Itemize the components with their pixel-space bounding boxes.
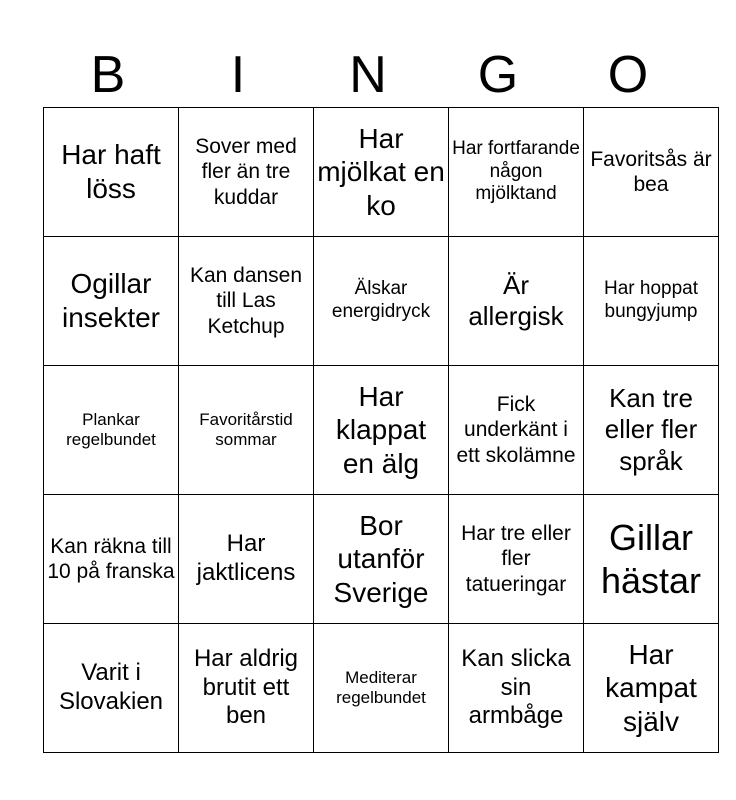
board-row [44,495,719,624]
bingo-cell[interactable] [449,108,584,237]
bingo-cell[interactable] [314,495,449,624]
cell-text: Har fortfarande någon mjölktand [452,137,580,205]
cell-text: Kan räkna till 10 på franska [47,534,175,583]
cell-text: Har jaktlicens [196,530,296,586]
cell-text: Ogillar insekter [61,268,161,333]
cell-text: Älskar energidryck [331,278,431,322]
cell-text: Mediterar regelbundet [336,667,426,707]
bingo-cell[interactable] [449,366,584,495]
bingo-cell[interactable] [584,495,719,624]
cell-text: Har mjölkat en ko [317,122,445,221]
bingo-header [43,42,693,108]
header-letter-b: B [90,46,126,104]
cell-text: Favoritårstid sommar [199,409,293,449]
bingo-cell[interactable] [44,495,179,624]
bingo-cell[interactable] [179,366,314,495]
bingo-cell[interactable] [44,624,179,753]
bingo-cell[interactable] [314,108,449,237]
header-letter-o: O [607,46,649,104]
bingo-cell[interactable] [584,237,719,366]
board-row [44,108,719,237]
board-row [44,624,719,753]
bingo-cell[interactable] [314,624,449,753]
cell-text: Plankar regelbundet [66,409,156,449]
cell-text: Är allergisk [468,269,564,331]
cell-text: Favoritsås är bea [590,147,712,196]
cell-text: Har klappat en älg [335,380,427,479]
cell-text: Varit i Slovakien [58,659,164,715]
bingo-cell[interactable] [584,108,719,237]
cell-text: Har kampat själv [605,638,697,737]
bingo-cell[interactable] [449,495,584,624]
board-row [44,237,719,366]
bingo-cell[interactable] [179,237,314,366]
cell-text: Kan dansen till Las Ketchup [189,264,303,338]
cell-text: Har hoppat bungyjump [603,278,698,322]
bingo-cell[interactable] [179,108,314,237]
cell-text: Har haft löss [61,139,161,204]
header-letter-g: G [477,46,519,104]
cell-text: Har aldrig brutit ett ben [193,644,299,730]
bingo-cell[interactable] [314,237,449,366]
cell-text: Fick underkänt i ett skolämne [456,393,576,467]
cell-text: Gillar hästar [600,516,702,601]
bingo-cell[interactable] [449,237,584,366]
bingo-cell[interactable] [179,495,314,624]
cell-text: Sover med fler än tre kuddar [195,135,297,209]
bingo-cell[interactable] [179,624,314,753]
bingo-board [43,107,719,753]
board-row [44,366,719,495]
bingo-cell[interactable] [44,108,179,237]
bingo-cell[interactable] [314,366,449,495]
cell-text: Har tre eller fler tatueringar [461,522,571,596]
bingo-cell[interactable] [44,237,179,366]
cell-text: Kan slicka sin armbåge [461,644,571,730]
bingo-cell[interactable] [584,366,719,495]
bingo-cell[interactable] [584,624,719,753]
cell-text: Kan tre eller fler språk [604,383,698,476]
bingo-cell[interactable] [44,366,179,495]
bingo-cell[interactable] [449,624,584,753]
header-letter-n: N [349,46,387,104]
header-letter-i: I [230,46,246,104]
cell-text: Bor utanför Sverige [333,509,429,608]
